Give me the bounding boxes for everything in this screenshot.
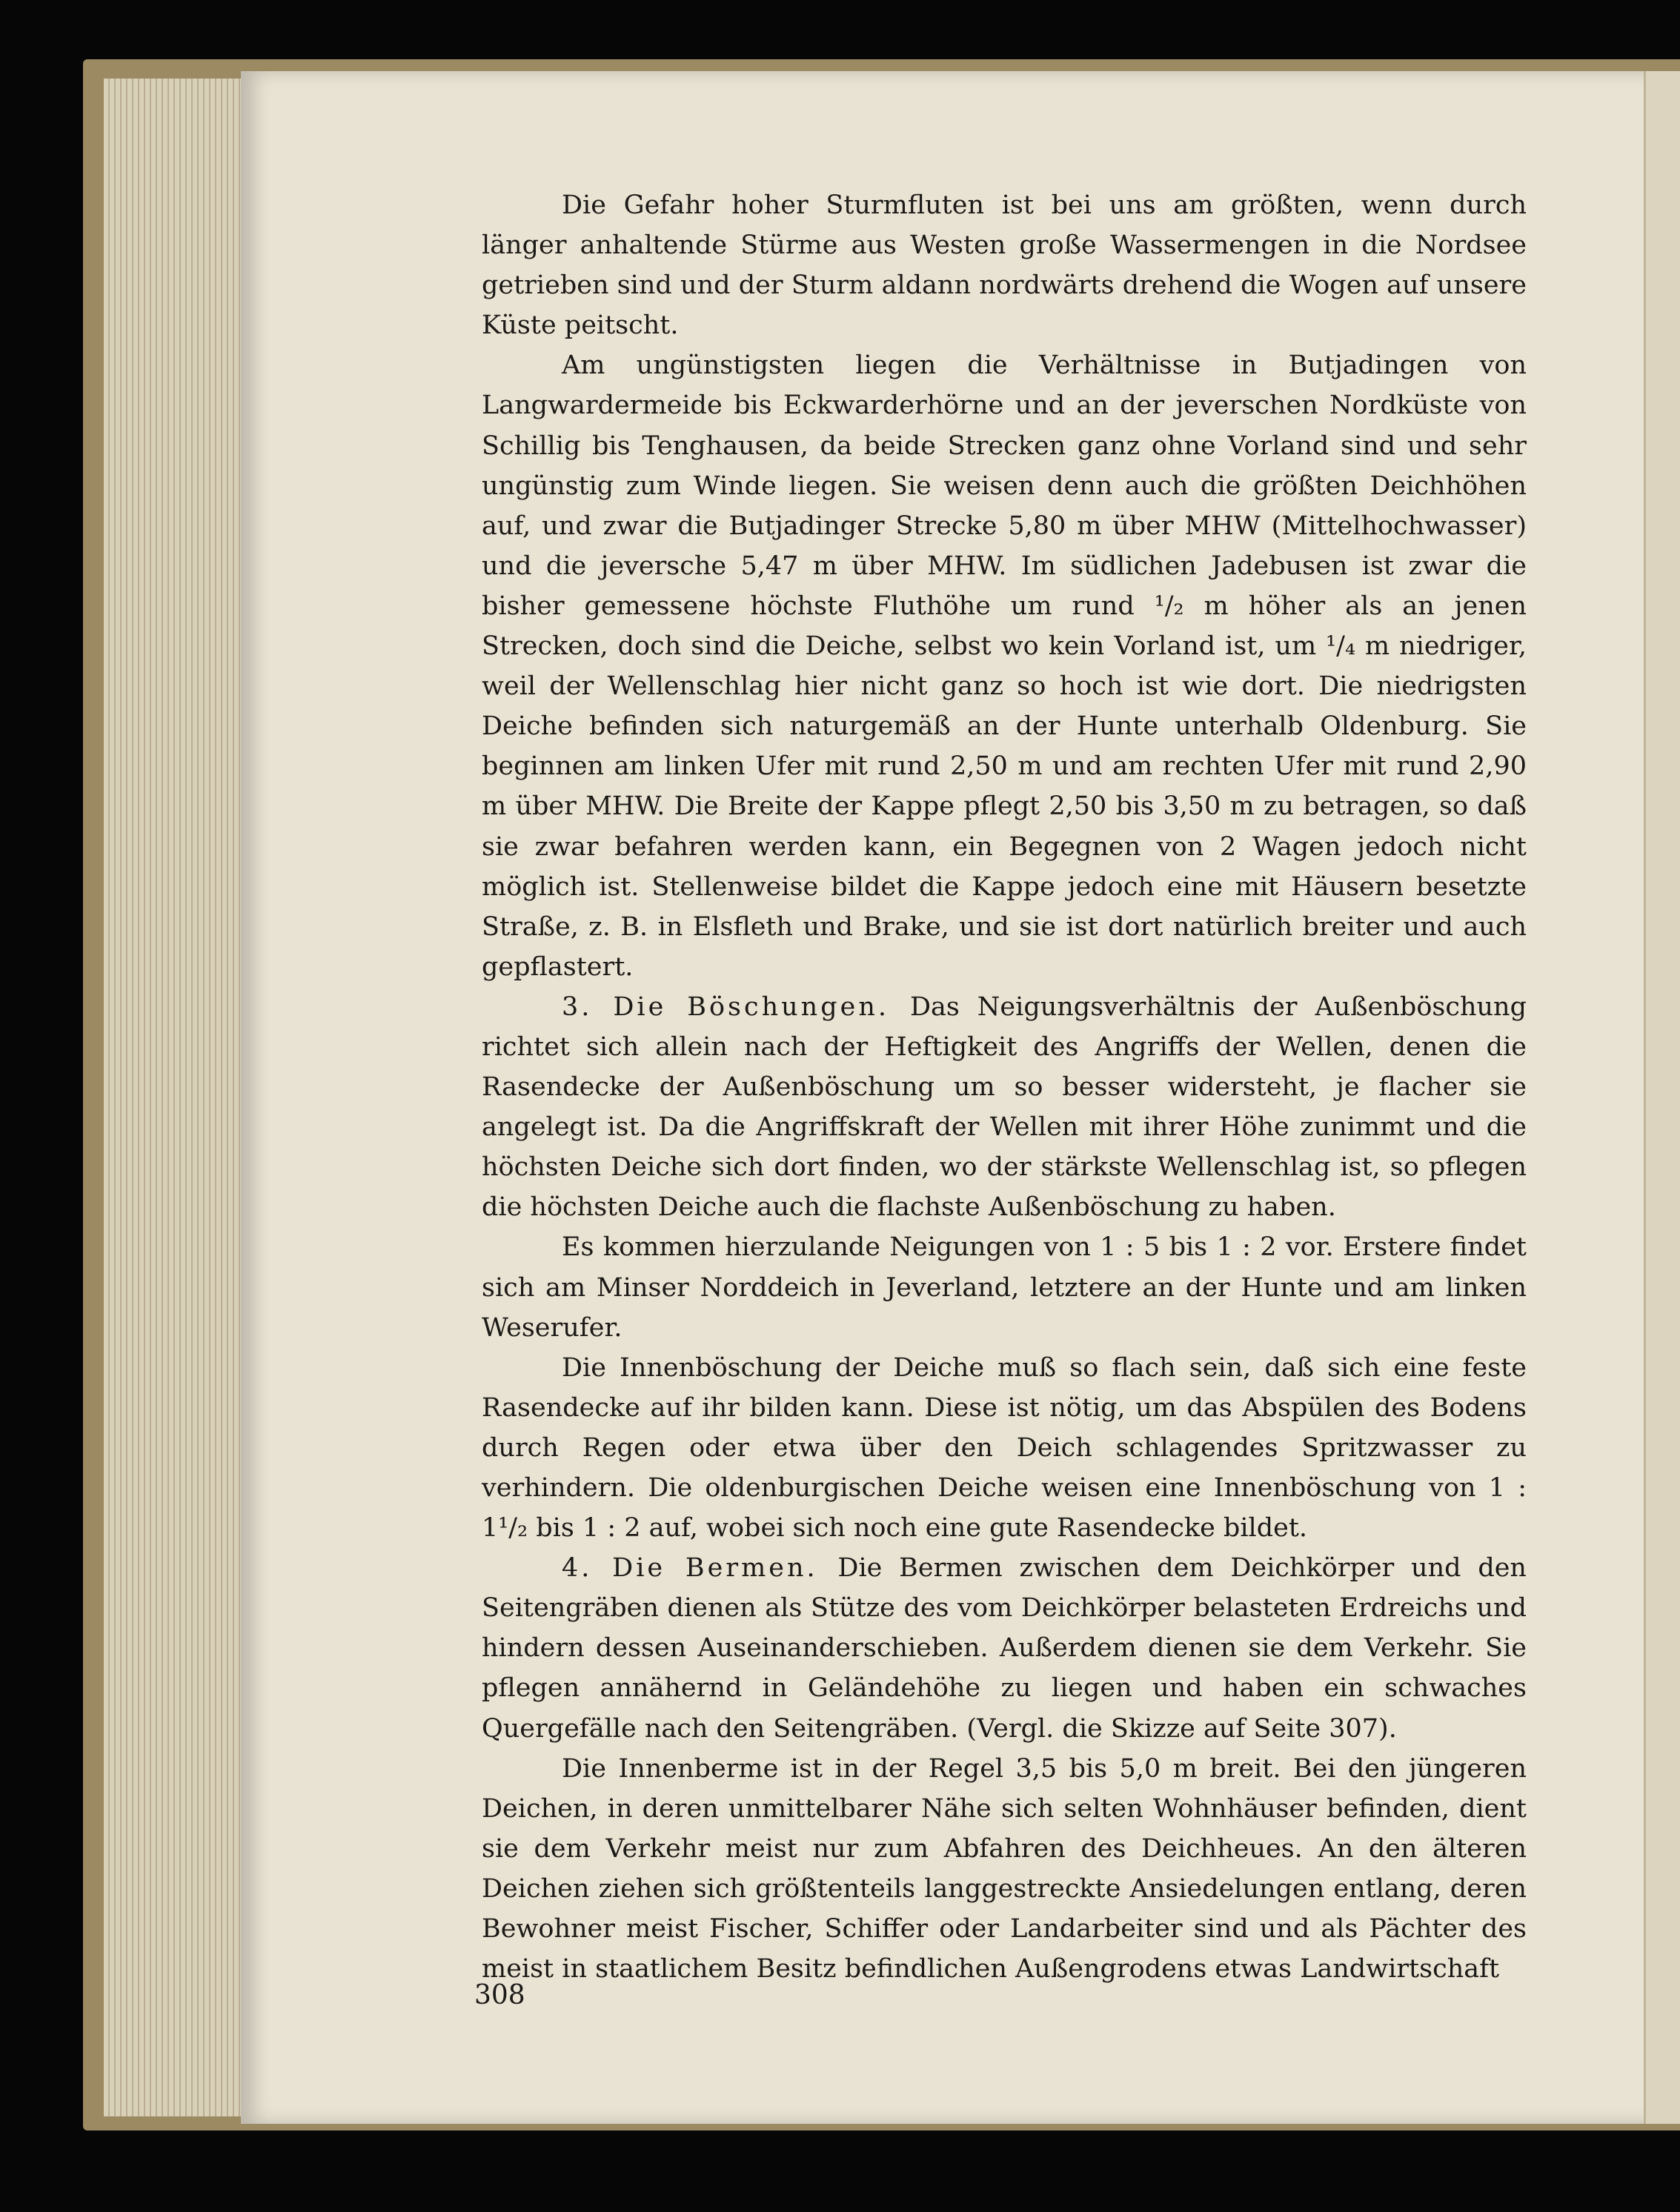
paragraph — [482, 185, 1527, 345]
paragraph — [482, 1548, 1527, 1748]
paragraph-text: Es kommen hierzulande Neigungen von 1 : 5 bis 1 : 2 vor. Erstere findet sich am Minser Norddeich in Jeverland, letztere an der Hunte und am linken Weserufer. — [482, 1232, 1527, 1343]
facing-page-edge — [1644, 71, 1680, 2124]
paragraph — [482, 987, 1527, 1228]
paragraph — [482, 1227, 1527, 1347]
paragraph-text: Die Gefahr hoher Sturmfluten ist bei uns am größten, wenn durch länger anhaltende Stürme aus Westen große Wassermengen in die Nordsee getrieben sind und der Sturm aldann nordwärts drehend die Wogen auf unsere Küste peitscht. — [482, 190, 1527, 341]
page-edges — [104, 79, 252, 2116]
section-heading: 3. Die Böschungen. — [562, 992, 910, 1022]
paragraph-text: Die Bermen zwischen dem Deichkörper und den Seitengräben dienen als Stütze des vom Deichkörper belasteten Erdreichs und hindern dessen Auseinanderschieben. Außerdem dienen sie dem Verkehr. Sie pflegen annähernd in Geländehöhe zu liegen und haben ein schwaches Quergefälle nach den Seitengräben. (Vergl. die Skizze auf Seite 307). — [482, 1553, 1527, 1744]
body-text — [482, 185, 1527, 1989]
paragraph-text: Das Neigungsverhältnis der Außenböschung richtet sich allein nach der Heftigkeit des Angriffs der Wellen, denen die Rasendecke der Außenböschung um so besser widersteht, je flacher sie angelegt ist. Da die Angriffskraft der Wellen mit ihrer Höhe zunimmt und die höchsten Deiche sich dort finden, wo der stärkste Wellenschlag ist, so pflegen die höchsten Deiche auch die flachste Außenböschung zu haben. — [482, 992, 1527, 1223]
section-heading: 4. Die Bermen. — [562, 1553, 838, 1584]
paragraph-text: Die Innenberme ist in der Regel 3,5 bis 5,0 m breit. Bei den jüngeren Deichen, in deren unmittelbarer Nähe sich selten Wohnhäuser befinden, dient sie dem Verkehr meist nur zum Abfahren des Deichheues. An den älteren Deichen ziehen sich größtenteils langgestreckte Ansiedelungen entlang, deren Bewohner meist Fischer, Schiffer oder Landarbeiter sind und als Pächter des meist in staatlichem Besitz befindlichen Außengrodens etwas Landwirtschaft — [482, 1753, 1527, 1985]
paragraph-text: Am ungünstigsten liegen die Verhältnisse in Butjadingen von Langwardermeide bis Eckwarderhörne und an der jeverschen Nordküste von Schillig bis Tenghausen, da beide Strecken ganz ohne Vorland sind und sehr ungünstig zum Winde liegen. Sie weisen denn auch die größten Deichhöhen auf, und zwar die Butjadinger Strecke 5,80 m über MHW (Mittelhochwasser) und die jeversche 5,47 m über MHW. Im südlichen Jadebusen ist zwar die bisher gemessene höchste Fluthöhe um rund ¹/₂ m höher als an jenen Strecken, doch sind die Deiche, selbst wo kein Vorland ist, um ¹/₄ m niedriger, weil der Wellenschlag hier nicht ganz so hoch ist wie dort. Die niedrigsten Deiche befinden sich naturgemäß an der Hunte unterhalb Oldenburg. Sie beginnen am linken Ufer mit rund 2,50 m und am rechten Ufer mit rund 2,90 m über MHW. Die Breite der Kappe pflegt 2,50 bis 3,50 m zu betragen, so daß sie zwar befahren werden kann, ein Begegnen von 2 Wagen jedoch nicht möglich ist. Stellenweise bildet die Kappe jedoch eine mit Häusern besetzte Straße, z. B. in Elsfleth und Brake, und sie ist dort natürlich breiter und auch gepflastert. — [482, 351, 1527, 982]
page-number: 308 — [474, 1980, 525, 2010]
paragraph-text: Die Innenböschung der Deiche muß so flach sein, daß sich eine feste Rasendecke auf ihr bilden kann. Diese ist nötig, um das Abspülen des Bodens durch Regen oder etwa über den Deich schlagendes Spritzwasser zu verhindern. Die oldenburgischen Deiche weisen eine Innenböschung von 1 : 1¹/₂ bis 1 : 2 auf, wobei sich noch eine gute Rasendecke bildet. — [482, 1352, 1527, 1544]
paragraph — [482, 345, 1527, 987]
paragraph — [482, 1348, 1527, 1548]
paragraph — [482, 1749, 1527, 1990]
